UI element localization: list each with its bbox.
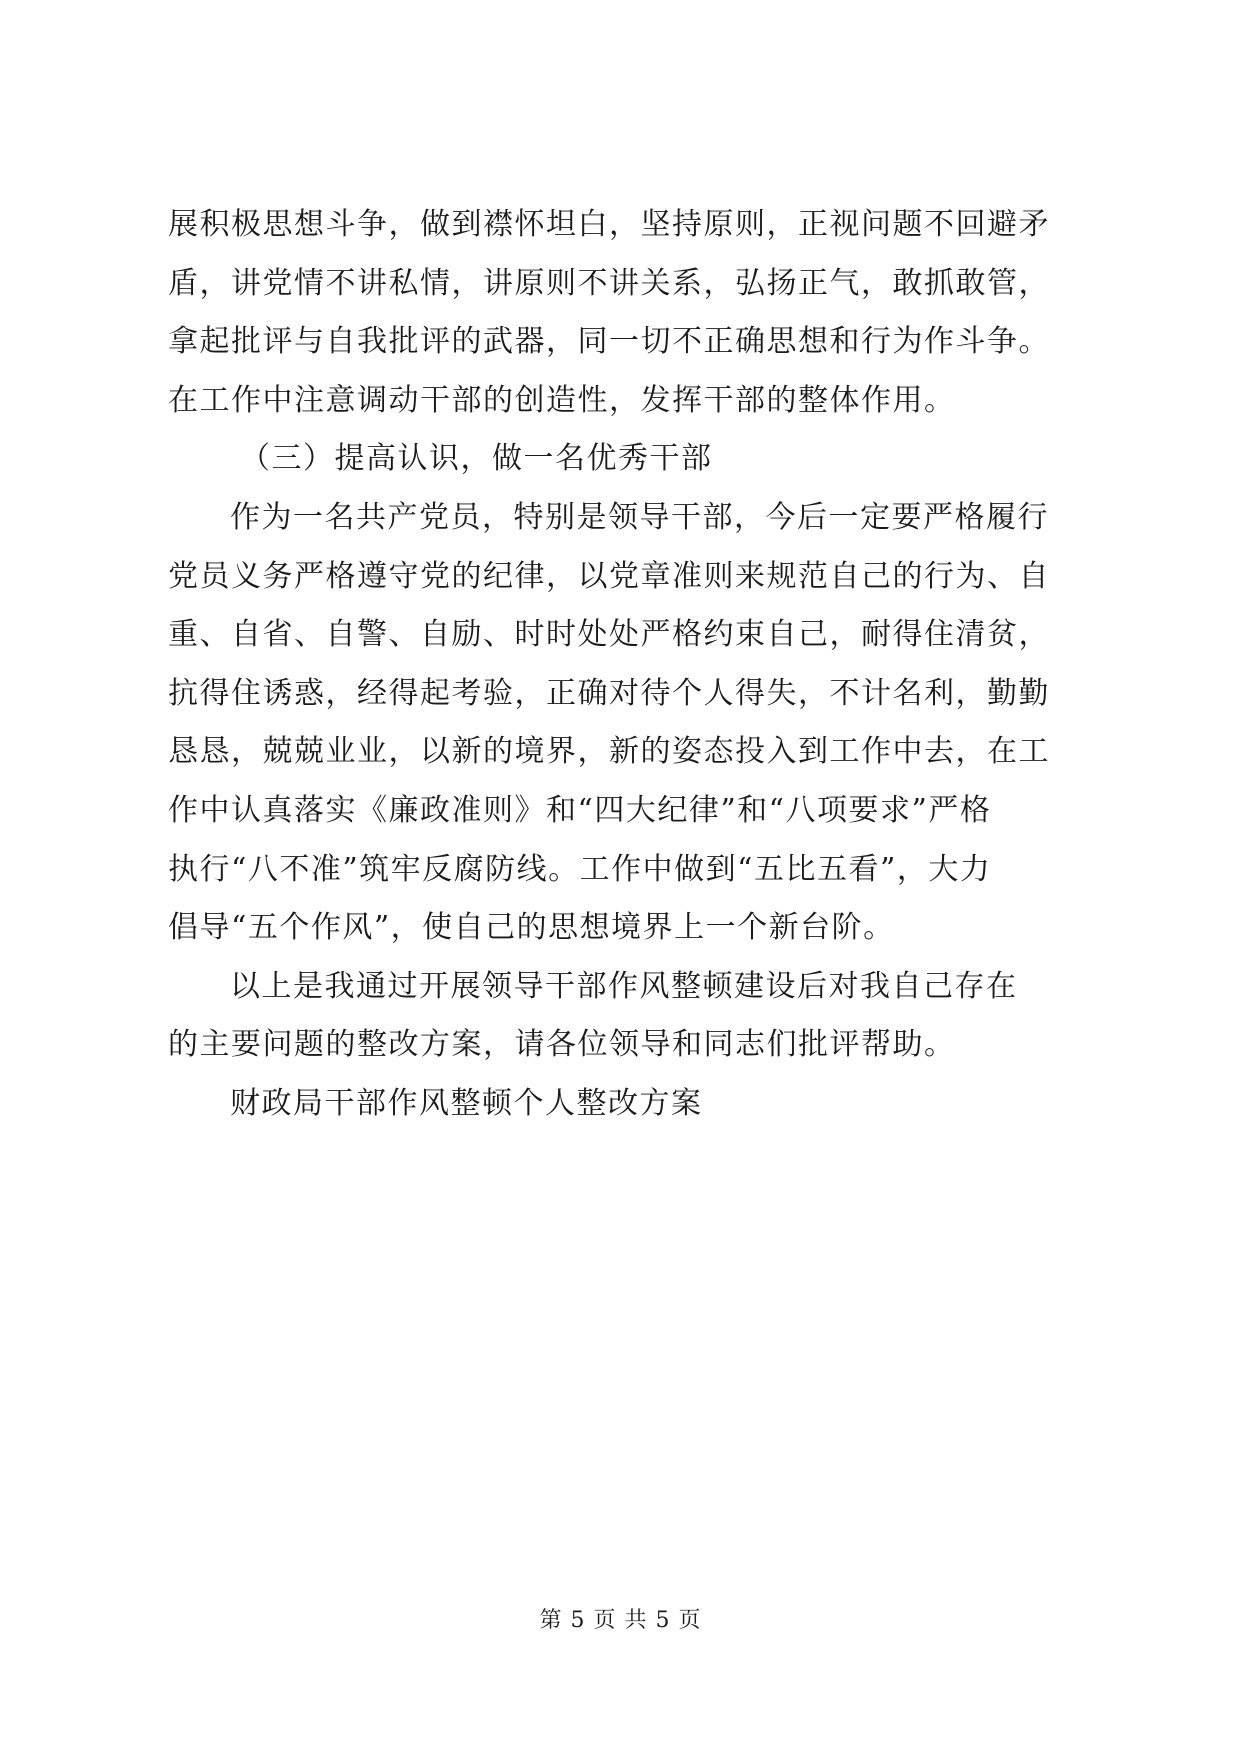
page-number-footer: 第 5 页 共 5 页 (539, 1608, 702, 1633)
paragraph-line: 执行“八不准”筑牢反腐防线。工作中做到“五比五看”，大力 (168, 851, 992, 887)
paragraph-line: 展积极思想斗争，做到襟怀坦白，坚持原则，正视问题不回避矛 (168, 207, 1050, 242)
paragraph-line: 在工作中注意调动干部的创造性，发挥干部的整体作用。 (168, 382, 956, 418)
paragraph-line: 倡导“五个作风”，使自己的思想境界上一个新台阶。 (168, 910, 895, 946)
document-body (168, 196, 1080, 1134)
paragraph-line: 盾，讲党情不讲私情，讲原则不讲关系，弘扬正气，敢抓敢管， (168, 265, 1050, 301)
paragraph-line: 拿起批评与自我批评的武器，同一切不正确思想和行为作斗争。 (168, 324, 1050, 360)
paragraph-line: 抗得住诱惑，经得起考验，正确对待个人得失，不计名利，勤勤 (168, 675, 1050, 711)
paragraph-line: 重、自省、自警、自励、时时处处严格约束自己，耐得住清贫， (168, 617, 1050, 653)
paragraph-line: 以上是我通过开展领导干部作风整顿建设后对我自己存在 (230, 968, 1018, 1004)
section-heading: （三）提高认识，做一名优秀干部 (240, 441, 713, 477)
paragraph-line: 党员义务严格遵守党的纪律，以党章准则来规范自己的行为、自 (168, 558, 1050, 594)
paragraph-line: 恳恳，兢兢业业，以新的境界，新的姿态投入到工作中去，在工 (168, 734, 1050, 770)
paragraph-line: 作为一名共产党员，特别是领导干部，今后一定要严格履行 (230, 499, 1049, 535)
paragraph-line: 作中认真落实《廉政准则》和“四大纪律”和“八项要求”严格 (168, 792, 992, 828)
document-title-line: 财政局干部作风整顿个人整改方案 (230, 1085, 703, 1121)
paragraph-line: 的主要问题的整改方案，请各位领导和同志们批评帮助。 (168, 1027, 956, 1063)
